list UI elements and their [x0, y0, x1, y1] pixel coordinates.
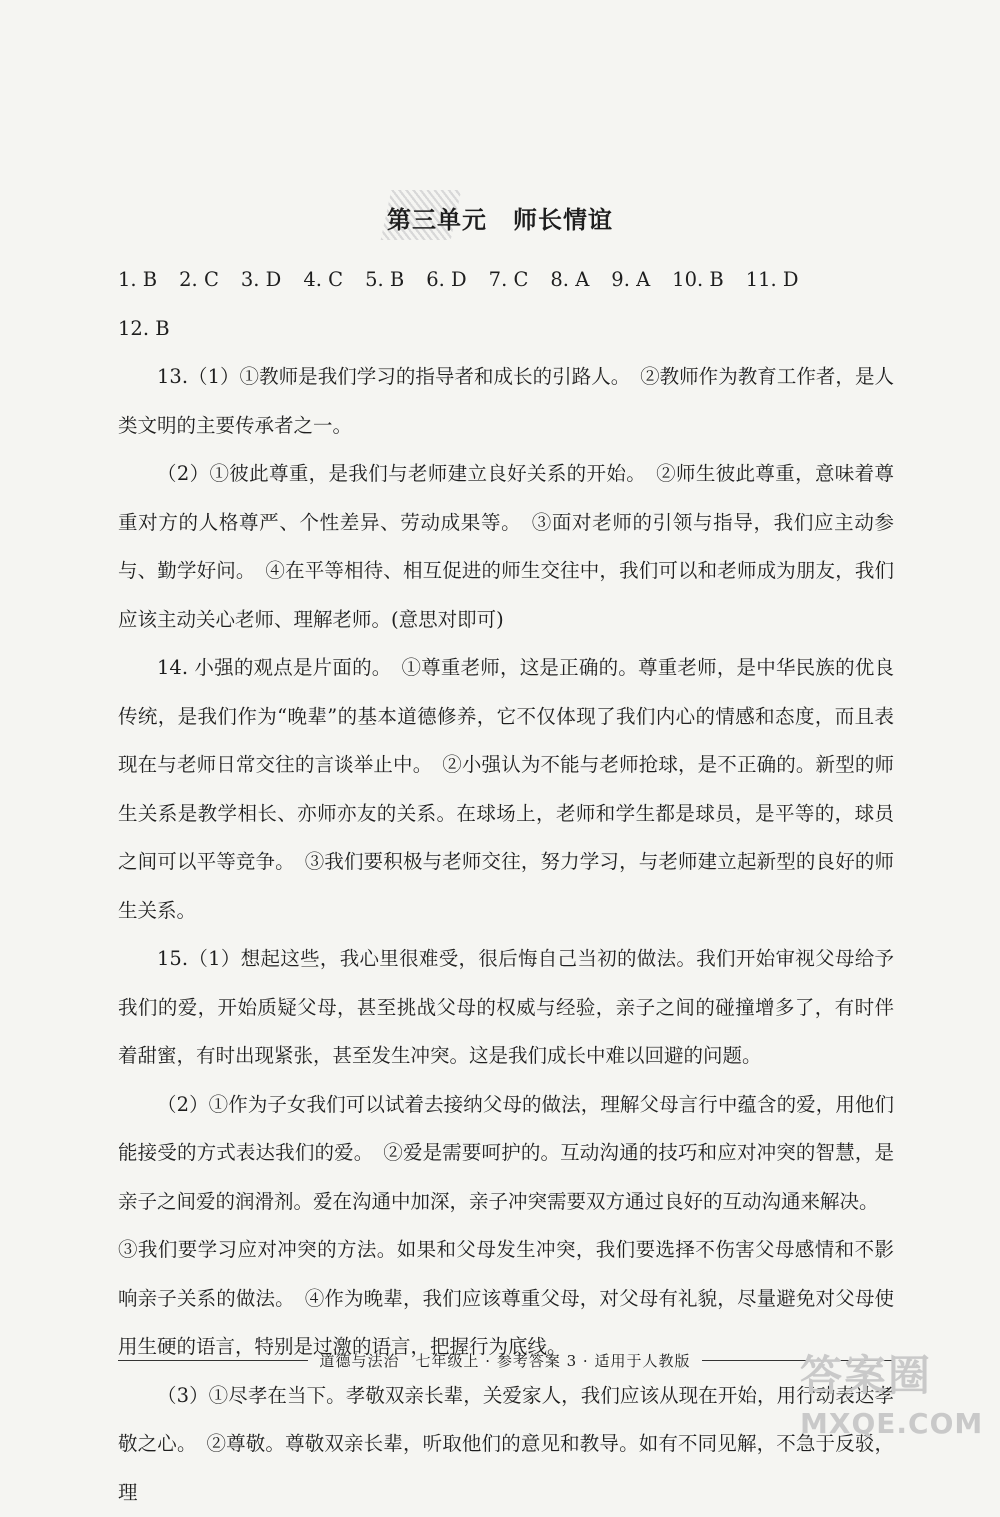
watermark-logo: 答案圈: [800, 1343, 970, 1403]
paragraph-q13-1: 13.（1）①教师是我们学习的指导者和成长的引路人。 ②教师作为教育工作者，是人类文明的主要传承者之一。: [118, 353, 894, 450]
paragraph-q15-2: （2）①作为子女我们可以试着去接纳父母的做法，理解父母言行中蕴含的爱，用他们能接受的方式表达我们的爱。 ②爱是需要呵护的。互动沟通的技巧和应对冲突的智慧，是亲子之间爱的润滑剂。爱在沟通中加深，亲子冲突需要双方通过良好的互动沟通来解决。: [118, 1081, 894, 1227]
paragraph-q15-1: 15.（1）想起这些，我心里很难受，很后悔自己当初的做法。我们开始审视父母给予我们的爱，开始质疑父母，甚至挑战父母的权威与经验，亲子之间的碰撞增多了，有时伴着甜蜜，有时出现紧张，甚至发生冲突。这是我们成长中难以回避的问题。: [118, 935, 894, 1081]
answer-item: 10. B: [672, 256, 724, 305]
answer-item: 8. A: [550, 256, 589, 305]
footer-rule-left: [118, 1360, 308, 1361]
paragraph-q15-3: （3）①尽孝在当下。孝敬双亲长辈，关爱家人，我们应该从现在开始，用行动表达孝敬之心。 ②尊敬。尊敬双亲长辈，听取他们的意见和教导。如有不同见解，不急于反驳，理: [118, 1372, 894, 1517]
paragraph-q14: 14. 小强的观点是片面的。 ①尊重老师，这是正确的。尊重老师，是中华民族的优良传统，是我们作为“晚辈”的基本道德修养，它不仅体现了我们内心的情感和态度，而且表现在与老师日常交往的言谈举止中。 ②小强认为不能与老师抢球，是不正确的。新型的师生关系是教学相长、亦师亦友的关系。在球场上，老师和学生都是球员，是平等的，球员之间可以平等竞争。 ③我们要积极与老师交往，努力学习，与老师建立起新型的良好的师生关系。: [118, 644, 894, 935]
answer-item: 5. B: [365, 256, 404, 305]
answer-item: 12. B: [118, 305, 894, 354]
unit-title: [0, 200, 1000, 235]
answer-item: 4. C: [303, 256, 343, 305]
footer-text: 道德与法治 七年级上 · 参考答案 3 · 适用于人教版: [308, 1350, 703, 1371]
answer-item: 2. C: [179, 256, 219, 305]
unit-name: 师长情谊: [513, 205, 613, 234]
answer-item: 9. A: [611, 256, 650, 305]
watermark-url: MXQE.COM: [800, 1407, 970, 1440]
paragraph-q15-2-cont: ③我们要学习应对冲突的方法。如果和父母发生冲突，我们要选择不伤害父母感情和不影响亲子关系的做法。 ④作为晚辈，我们应该尊重父母，对父母有礼貌，尽量避免对父母使用生硬的语言，特别是过激的语言，把握行为底线。: [118, 1226, 894, 1372]
answer-item: 1. B: [118, 256, 157, 305]
site-watermark: [800, 1343, 970, 1453]
unit-number: 第三单元: [387, 205, 487, 234]
answer-item: 6. D: [426, 256, 466, 305]
paragraph-q13-2: （2）①彼此尊重，是我们与老师建立良好关系的开始。 ②师生彼此尊重，意味着尊重对方的人格尊严、个性差异、劳动成果等。 ③面对老师的引领与指导，我们应主动参与、勤学好问。 ④在平等相待、相互促进的师生交往中，我们可以和老师成为朋友，我们应该主动关心老师、理解老师。(意思对即可): [118, 450, 894, 644]
answer-content: [118, 256, 894, 1517]
answer-item: 7. C: [489, 256, 529, 305]
page-footer: [118, 1348, 892, 1372]
answer-item: 11. D: [746, 256, 799, 305]
choice-answers-row: [118, 256, 894, 305]
answer-item: 3. D: [241, 256, 281, 305]
